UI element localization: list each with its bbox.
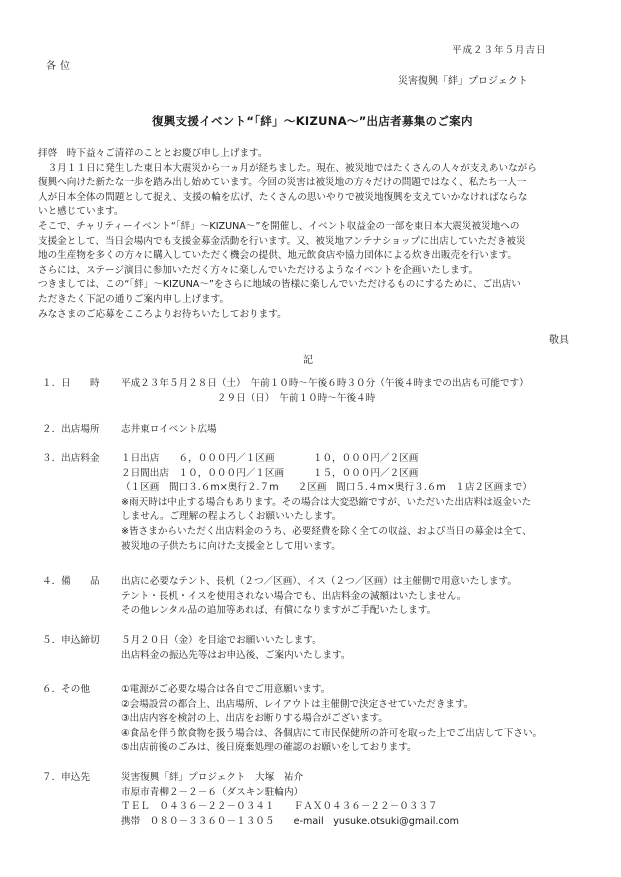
body-line: さらには、ステージ演目に参加いただく方々に楽しんでいただけるようなイベントを企画いたします。	[38, 264, 479, 276]
section-line: ③出店内容を検討の上、出店をお断りする場合がございます。	[121, 713, 388, 725]
section-line: しません。ご理解の程よろしくお願いいたします。	[121, 511, 342, 523]
body-line: 地の生産物を多くの方々に購入していただく機会の提供、地元飲食店や協力団体による炊き出販売を行います。	[38, 250, 517, 262]
section-label: ４．備 品	[42, 576, 100, 587]
section-line: ２９日（日） 午前１０時～午後４時	[121, 392, 376, 404]
sender: 災害復興「絆」プロジェクト	[398, 76, 528, 87]
document-date: 平成２３年５月吉日	[452, 45, 547, 56]
document-title: 復興支援イベント“「絆」～KIZUNA～”出店者募集のご案内	[152, 114, 473, 128]
ki-heading: 記	[303, 355, 315, 366]
section-label: ５．申込締切	[42, 635, 100, 646]
section-label: ６．その他	[42, 684, 90, 695]
section-line: （１区画 間口３.６m×奥行２.７m ２区画 間口５.４m×奥行３.６m １店２区画まで）	[121, 482, 533, 494]
body-line: つきましては、この“「絆」～KIZUNA～”をさらに地域の皆様に楽しんでいただけるものにするために、ご出店い	[38, 279, 521, 291]
section-line: 市原市青柳２－２－６（ダスキン駐輪内）	[121, 786, 304, 798]
section-line: １日出店 ６，０００円／１区画 １０，０００円／２区画	[121, 453, 419, 464]
section-label: ２．出店場所	[42, 424, 100, 435]
section-label: ７．申込先	[42, 772, 90, 783]
section-line: 出店に必要なテント、長机（２つ／区画）、イス（２つ／区画）は主催側で用意いたします。	[121, 576, 517, 587]
section-line: 携帯 ０８０－３３６０－１３０５ e-mail yusuke.otsuki@gmail.com	[121, 815, 459, 827]
body-line: いと感じています。	[38, 206, 124, 218]
body-line: ３月１１日に発生した東日本大震災から一ヵ月が経ちました。現在、被災地ではたくさんの人々が支えあいながら	[38, 162, 537, 174]
body-line: みなさまのご応募をこころよりお待ちいたしております。	[38, 308, 287, 320]
section-line: ①電源がご必要な場合は各自でご用意願います。	[121, 684, 331, 695]
body-line: 人が日本全体の問題として捉え、支援の輪を広げ、たくさんの思いやりで被災地復興を支えていかなければならな	[38, 191, 528, 203]
section-line: ※皆さまからいただく出店料金のうち、必要経費を除く全ての収益、および当日の募金は全て、	[121, 525, 532, 537]
section-line: ④食品を伴う飲食物を扱う場合は、各個店にて市民保健所の許可を取った上でご出店して下さい。	[121, 727, 543, 739]
closing-word: 敬具	[549, 335, 569, 346]
section-line: ２日間出店 １０，０００円／１区画 １５，０００円／２区画	[121, 467, 419, 479]
section-line: 志井東ロイベント広場	[121, 424, 217, 435]
section-label: ３．出店料金	[42, 453, 100, 464]
section-line: ※雨天時は中止する場合もあります。その場合は大変恐縮ですが、いただいた出店料は返金いた	[121, 496, 532, 508]
section-line: ５月２０日（金）を目途でお願いいたします。	[121, 635, 322, 646]
section-line: その他レンタル品の追加等あれば、有償になりますがご手配いたします。	[121, 605, 437, 617]
body-text	[38, 147, 586, 322]
section-line: ＴＥＬ ０４３６－２２－０３４１ ＦＡＸ０４３６－２２－０３３７	[121, 801, 438, 813]
body-line: そこで、チャリティーイベント“「絆」～KIZUNA～”を開催し、イベント収益金の一部を東日本大震災被災地への	[38, 220, 520, 232]
section-line: 出店料金の振込先等はお申込後、ご案内いたします。	[121, 649, 351, 661]
section-label: １．日 時	[42, 378, 100, 389]
section-line: 災害復興「絆」プロジェクト 大塚 祐介	[121, 772, 304, 783]
body-line: 支援金として、当日会場内でも支援金募金活動を行います。又、被災地アンテナショップに出店していただき被災	[38, 235, 526, 247]
body-line: 復興へ向けた新たな一歩を踏み出し始めています。今回の災害は被災地の方々だけの問題ではなく、私たち一人一	[38, 177, 527, 189]
section-line: テント・長机・イスを使用されない場合でも、出店料金の減額はいたしません。	[121, 590, 467, 602]
section-line: 被災地の子供たちに向けた支援金として用います。	[121, 540, 341, 552]
section-line: ⑤出店前後のごみは、後日廃棄処理の確認のお願いをしております。	[121, 742, 417, 754]
section-line: 平成２３年５月２８日（土） 午前１０時～午後６時３０分（午後４時までの出店も可能です）	[121, 378, 529, 389]
recipient: 各位	[46, 61, 74, 72]
body-line: ただきたく下記の通りご案内申し上げます。	[38, 293, 230, 305]
section-line: ②会場設営の都合上、出店場所、レイアウトは主催側で決定させていただきます。	[121, 698, 474, 710]
body-line: 拝啓 時下益々ご清祥のこととお慶び申し上げます。	[38, 148, 268, 159]
